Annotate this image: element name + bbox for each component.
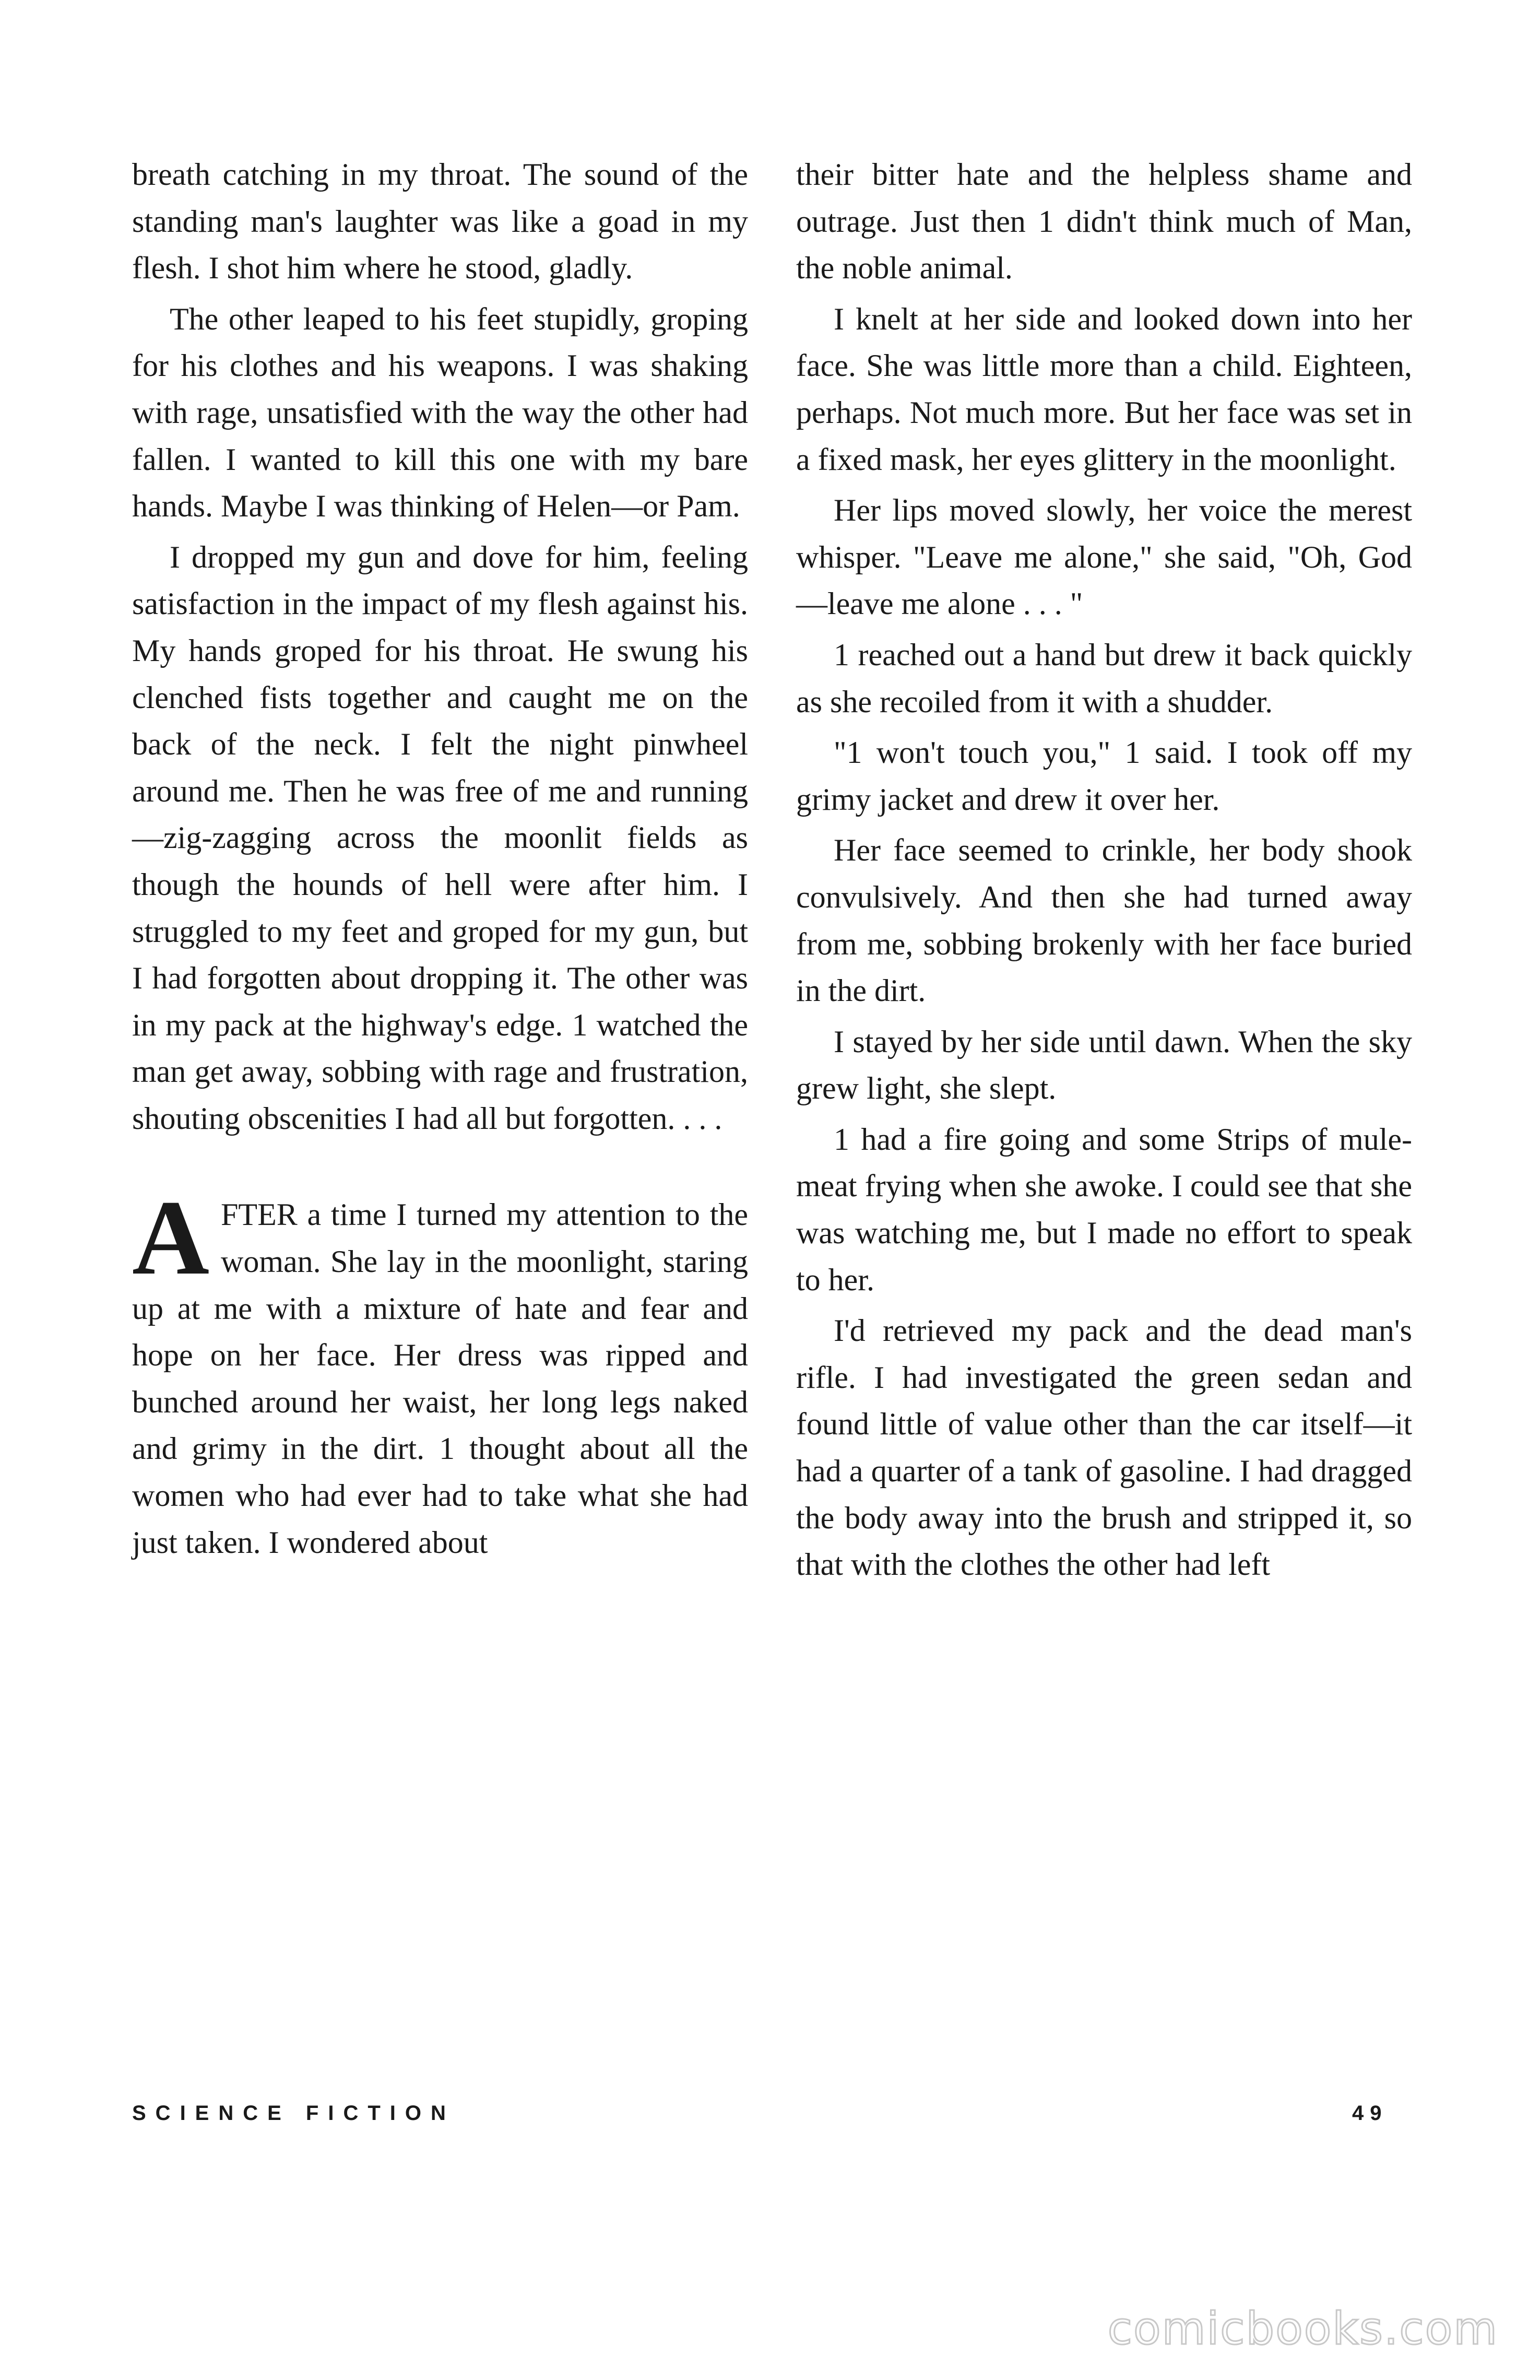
paragraph: "1 won't touch you," 1 said. I took off my grimy jacket and drew it over her. [796, 735, 1412, 817]
drop-cap: A [132, 1179, 210, 1298]
left-column [132, 151, 748, 1570]
paragraph: 1 had a fire going and some Strips of mule-meat frying when she awoke. I could see that she was watching me, but I made no effort to speak to her. [796, 1122, 1412, 1297]
paragraph: I'd retrieved my pack and the dead man's rifle. I had investigated the green sedan and found little of value other than the car itself—it had a quarter of a tank of gasoline. I had dragged the body away into the brush and stripped it, so that with the clothes the other had left [796, 1313, 1412, 1582]
footer-magazine-title: SCIENCE FICTION [132, 2102, 455, 2125]
paragraph: Her face seemed to crinkle, her body shook convulsively. And then she had turned away from me, sobbing brokenly with her face buried in the dirt. [796, 833, 1412, 1008]
right-column [796, 151, 1412, 1593]
paragraph: 1 reached out a hand but drew it back quickly as she recoiled from it with a shudder. [796, 637, 1412, 719]
paragraph: I knelt at her side and looked down into her face. She was little more than a child. Eighteen, perhaps. Not much more. But her face was set in a fixed mask, her eyes glittery in the moonlight. [796, 301, 1412, 477]
paragraph: The other leaped to his feet stupidly, groping for his clothes and his weapons. I was shaking with rage, unsatisfied with the way the other had fallen. I wanted to kill this one with my bare hands. Maybe I was thinking of Helen—or Pam. [132, 301, 748, 524]
paragraph: breath catching in my throat. The sound of the standing man's laughter was like a goad in my flesh. I shot him where he stood, gladly. [132, 157, 748, 286]
paragraph-with-drop-cap [132, 1179, 748, 1566]
paragraph: I stayed by her side until dawn. When the sky grew light, she slept. [796, 1024, 1412, 1106]
paragraph-text: FTER a time I turned my attention to the woman. She lay in the moonlight, staring up at me with a mixture of hate and fear and hope on her face. Her dress was ripped and bunched around her waist, her long legs naked and grimy in the dirt. 1 thought about all the women who had ever had to take what she had just taken. I wondered about [132, 1197, 748, 1560]
paragraph: Her lips moved slowly, her voice the merest whisper. "Leave me alone," she said, "Oh, God—leave me alone . . . " [796, 493, 1412, 621]
paragraph: I dropped my gun and dove for him, feeling satisfaction in the impact of my flesh against his. My hands groped for his throat. He swung his clenched fists together and caught me on the back of the neck. I felt the night pinwheel around me. Then he was free of me and running —zig-zagging across the moonlit fields as though the hounds of hell were after him. I struggled to my feet and groped for my gun, but I had forgotten about dropping it. The other was in my pack at the highway's edge. 1 watched the man get away, sobbing with rage and frustration, shouting obscenities I had all but forgotten. . . . [132, 539, 748, 1136]
watermark-logo: comicbooks.com [1107, 2303, 1498, 2355]
footer-page-number: 49 [1352, 2102, 1388, 2125]
paragraph: their bitter hate and the helpless shame and outrage. Just then 1 didn't think much of Man, the noble animal. [796, 157, 1412, 286]
